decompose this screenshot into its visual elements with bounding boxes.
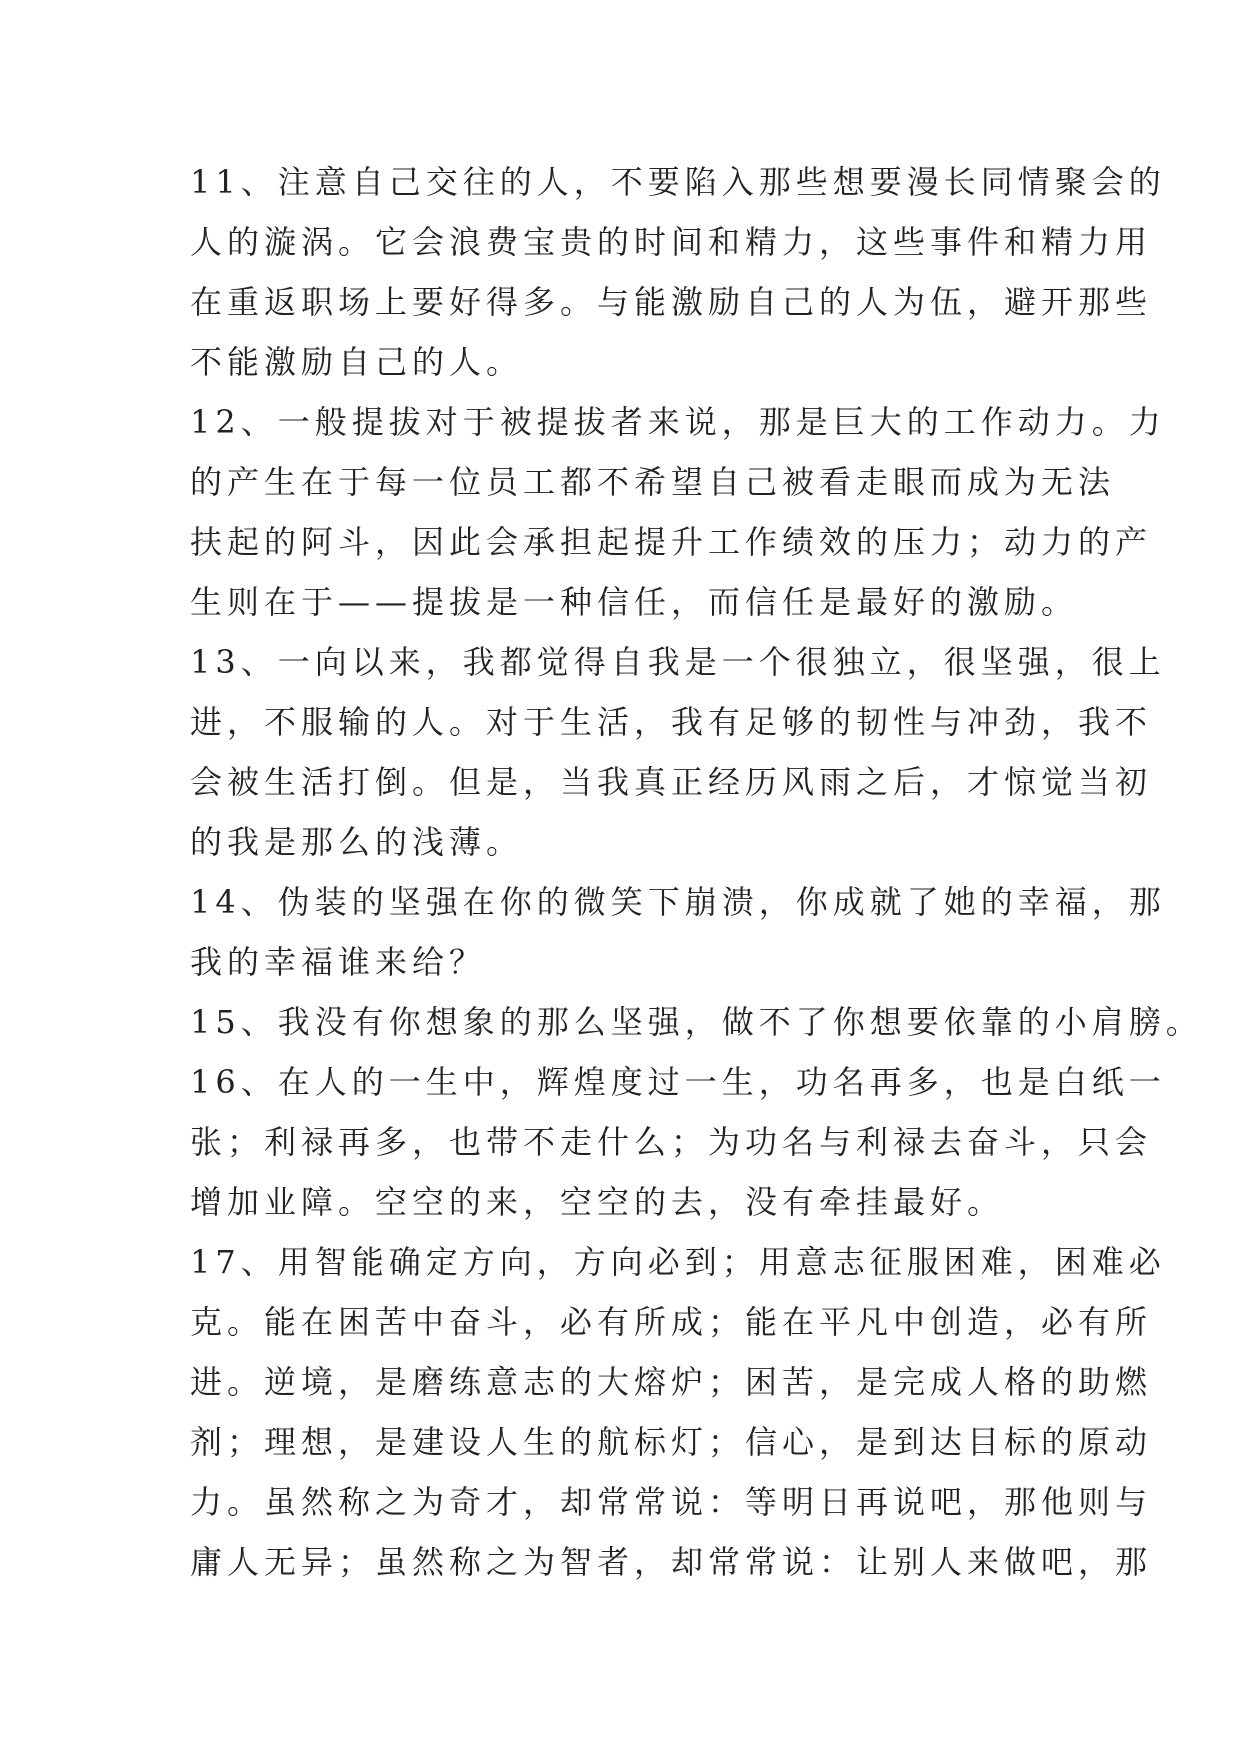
text-line: 14、伪装的坚强在你的微笑下崩溃，你成就了她的幸福，那 <box>190 883 1166 921</box>
paragraph-17 <box>190 1232 1166 1592</box>
paragraph-16 <box>190 1052 1166 1232</box>
paragraph-14 <box>190 872 1166 992</box>
text-line: 进。逆境，是磨练意志的大熔炉；困苦，是完成人格的助燃 <box>190 1363 1153 1401</box>
text-line: 11、注意自己交往的人，不要陷入那些想要漫长同情聚会的 <box>190 163 1166 201</box>
document-body <box>190 152 1203 1592</box>
text-line: 张；利禄再多，也带不走什么；为功名与利禄去奋斗，只会 <box>190 1123 1153 1161</box>
paragraph-15 <box>190 992 1203 1052</box>
text-line: 剂；理想，是建设人生的航标灯；信心，是到达目标的原动 <box>190 1423 1153 1461</box>
text-line: 12、一般提拔对于被提拔者来说，那是巨大的工作动力。力 <box>190 403 1166 441</box>
text-line: 13、一向以来，我都觉得自我是一个很独立，很坚强，很上 <box>190 643 1166 681</box>
text-line: 克。能在困苦中奋斗，必有所成；能在平凡中创造，必有所 <box>190 1303 1153 1341</box>
text-line: 进，不服输的人。对于生活，我有足够的韧性与冲劲，我不 <box>190 703 1153 741</box>
text-line: 力。虽然称之为奇才，却常常说：等明日再说吧，那他则与 <box>190 1483 1153 1521</box>
text-line: 会被生活打倒。但是，当我真正经历风雨之后，才惊觉当初 <box>190 763 1153 801</box>
text-line: 人的漩涡。它会浪费宝贵的时间和精力，这些事件和精力用 <box>190 223 1153 261</box>
text-line: 生则在于——提拔是一种信任，而信任是最好的激励。 <box>190 583 1079 621</box>
text-line: 我的幸福谁来给？ <box>190 943 487 981</box>
text-line: 不能激励自己的人。 <box>190 343 524 381</box>
paragraph-12 <box>190 392 1166 632</box>
text-line: 17、用智能确定方向，方向必到；用意志征服困难，困难必 <box>190 1243 1166 1281</box>
text-line: 的我是那么的浅薄。 <box>190 823 524 861</box>
paragraph-13 <box>190 632 1166 872</box>
text-line: 在重返职场上要好得多。与能激励自己的人为伍，避开那些 <box>190 283 1153 321</box>
text-line: 15、我没有你想象的那么坚强，做不了你想要依靠的小肩膀。 <box>190 1003 1203 1041</box>
text-line: 的产生在于每一位员工都不希望自己被看走眼而成为无法 <box>190 463 1116 501</box>
text-line: 庸人无异；虽然称之为智者，却常常说：让别人来做吧，那 <box>190 1543 1153 1581</box>
paragraph-11 <box>190 152 1166 392</box>
text-line: 16、在人的一生中，辉煌度过一生，功名再多，也是白纸一 <box>190 1063 1166 1101</box>
text-line: 增加业障。空空的来，空空的去，没有牵挂最好。 <box>190 1183 1005 1221</box>
text-line: 扶起的阿斗，因此会承担起提升工作绩效的压力；动力的产 <box>190 523 1153 561</box>
